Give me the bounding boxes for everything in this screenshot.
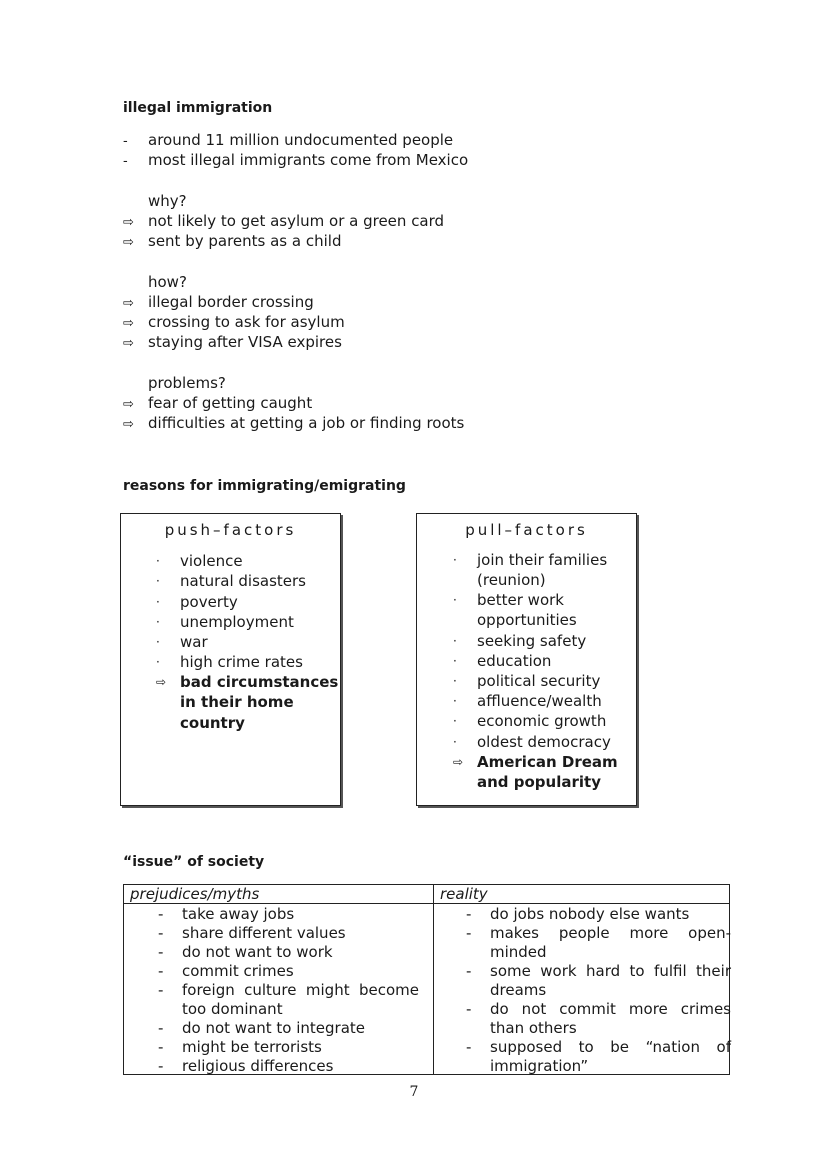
list-item: - some work hard to fulfil their dreams: [466, 962, 731, 999]
list-item: - around 11 million undocumented people: [123, 130, 453, 150]
dash-icon: -: [466, 962, 472, 980]
bullet-icon: ·: [156, 554, 160, 568]
bullet-icon: ·: [453, 654, 457, 668]
subheading-why: why?: [148, 192, 187, 210]
list-item: ⇨ illegal border crossing: [123, 292, 314, 312]
col-header-reality: reality: [434, 885, 730, 904]
list-item: ⇨ sent by parents as a child: [123, 231, 341, 251]
arrow-right-icon: ⇨: [156, 675, 167, 689]
bullet-icon: ·: [156, 615, 160, 629]
bullet-icon: ·: [156, 655, 160, 669]
dash-icon: -: [158, 905, 164, 923]
list-item: - do not commit more crimes than others: [466, 1000, 731, 1037]
list-item: · political security: [453, 672, 601, 690]
page-number: 7: [409, 1084, 419, 1100]
list-item: · better work: [453, 591, 564, 609]
list-item: · education: [453, 652, 552, 670]
reality-cell: [434, 904, 730, 1075]
list-item-continuation: (reunion): [477, 571, 546, 589]
arrow-right-icon: ⇨: [123, 417, 134, 432]
bullet-icon: ·: [156, 595, 160, 609]
dash-icon: -: [158, 1057, 164, 1075]
bullet-icon: ·: [156, 574, 160, 588]
bullet-icon: ·: [453, 714, 457, 728]
list-item-continuation: opportunities: [477, 611, 577, 629]
list-item: · unemployment: [156, 613, 294, 631]
heading-issue-of-society: “issue” of society: [123, 854, 265, 870]
list-item: - do not want to work: [158, 943, 333, 961]
list-item: - take away jobs: [158, 905, 295, 923]
list-item: ⇨ fear of getting caught: [123, 393, 312, 413]
list-item: ⇨ not likely to get asylum or a green card: [123, 211, 444, 231]
myths-cell: [124, 904, 434, 1075]
dash-icon: -: [123, 134, 128, 149]
bullet-icon: ·: [453, 553, 457, 567]
bullet-icon: ·: [453, 674, 457, 688]
dash-icon: -: [158, 924, 164, 942]
push-conclusion-line: in their home: [180, 693, 294, 711]
pull-factors-title: pull–factors: [465, 521, 588, 539]
bullet-icon: ·: [453, 634, 457, 648]
list-item: - foreign culture might become too dominant: [158, 981, 419, 1018]
heading-reasons: reasons for immigrating/emigrating: [123, 478, 406, 494]
push-factors-box: [120, 513, 341, 806]
pull-conclusion: ⇨ American Dream: [453, 753, 618, 771]
bullet-icon: ·: [453, 694, 457, 708]
list-item: · join their families: [453, 551, 608, 569]
issues-table: [123, 884, 730, 1075]
push-conclusion-line: country: [180, 714, 245, 732]
list-item: · high crime rates: [156, 653, 303, 671]
list-item: - makes people more open-minded: [466, 924, 731, 961]
arrow-right-icon: ⇨: [123, 397, 134, 412]
arrow-right-icon: ⇨: [123, 336, 134, 351]
heading-illegal-immigration: illegal immigration: [123, 100, 273, 116]
list-item: - share different values: [158, 924, 346, 942]
push-conclusion: ⇨ bad circumstances: [156, 673, 339, 691]
push-factors-title: push–factors: [164, 521, 297, 539]
pull-factors-box: [416, 513, 637, 806]
list-item: · affluence/wealth: [453, 692, 602, 710]
list-item: - do not want to integrate: [158, 1019, 366, 1037]
list-item: ⇨ difficulties at getting a job or finding roots: [123, 413, 464, 433]
dash-icon: -: [123, 154, 128, 169]
dash-icon: -: [158, 962, 164, 980]
table-header-row: [124, 885, 730, 904]
list-item: · oldest democracy: [453, 733, 611, 751]
arrow-right-icon: ⇨: [453, 755, 464, 769]
list-item: ⇨ staying after VISA expires: [123, 332, 342, 352]
list-item: · violence: [156, 552, 243, 570]
col-header-myths: prejudices/myths: [124, 885, 434, 904]
list-item: - do jobs nobody else wants: [466, 905, 690, 923]
list-item: · natural disasters: [156, 572, 306, 590]
bullet-icon: ·: [156, 635, 160, 649]
dash-icon: -: [466, 905, 472, 923]
list-item: - commit crimes: [158, 962, 294, 980]
list-item: - supposed to be “nation of immigration”: [466, 1038, 731, 1075]
dash-icon: -: [158, 1019, 164, 1037]
dash-icon: -: [158, 943, 164, 961]
list-item: · seeking safety: [453, 632, 587, 650]
list-item: · poverty: [156, 593, 238, 611]
pull-conclusion-line: and popularity: [477, 773, 601, 791]
dash-icon: -: [466, 1038, 472, 1056]
arrow-right-icon: ⇨: [123, 296, 134, 311]
arrow-right-icon: ⇨: [123, 215, 134, 230]
dash-icon: -: [158, 981, 164, 999]
dash-icon: -: [466, 1000, 472, 1018]
arrow-right-icon: ⇨: [123, 316, 134, 331]
bullet-icon: ·: [453, 735, 457, 749]
bullet-icon: ·: [453, 593, 457, 607]
dash-icon: -: [158, 1038, 164, 1056]
arrow-right-icon: ⇨: [123, 235, 134, 250]
list-item: - most illegal immigrants come from Mexico: [123, 150, 468, 170]
dash-icon: -: [466, 924, 472, 942]
subheading-problems: problems?: [148, 374, 226, 392]
subheading-how: how?: [148, 273, 187, 291]
list-item: · war: [156, 633, 208, 651]
list-item: ⇨ crossing to ask for asylum: [123, 312, 345, 332]
list-item: · economic growth: [453, 712, 607, 730]
list-item: - might be terrorists: [158, 1038, 322, 1056]
list-item: - religious differences: [158, 1057, 334, 1075]
table-row: [124, 904, 730, 1075]
